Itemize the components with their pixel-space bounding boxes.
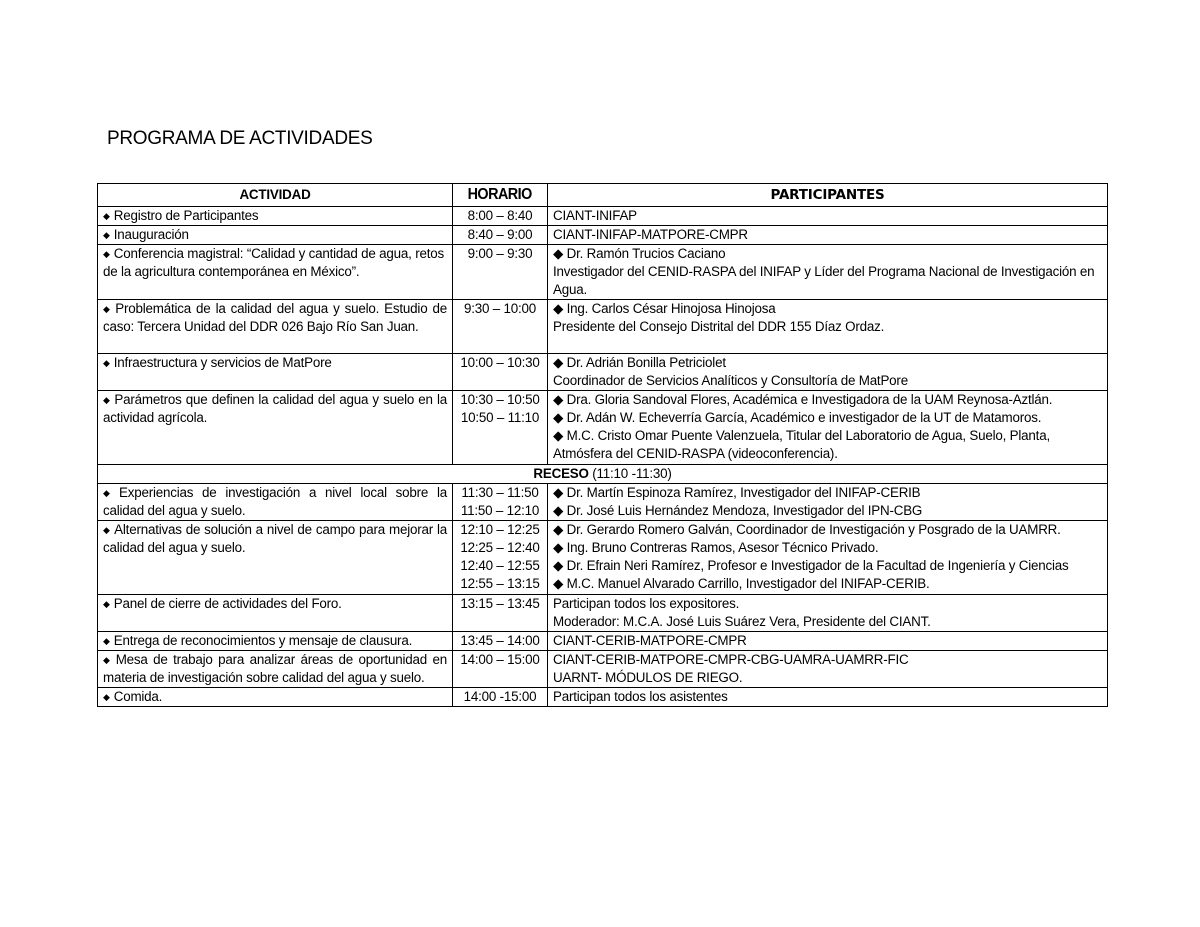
time-slot: 10:50 – 11:10: [460, 410, 540, 425]
time-slot: 9:30 – 10:00: [463, 301, 537, 316]
table-row: [98, 226, 1108, 245]
table-row: [98, 391, 1108, 465]
participant-entry: ◆ Ing. Carlos César Hinojosa Hinojosa: [553, 301, 776, 316]
participant-entry: CIANT-INIFAP: [553, 208, 637, 223]
time-slot: 12:25 – 12:40: [460, 540, 540, 555]
page-title: PROGRAMA DE ACTIVIDADES: [107, 128, 373, 149]
activity-cell: [98, 688, 453, 707]
participant-entry: ◆ Dra. Gloria Sandoval Flores, Académica e Investigadora de la UAM Reynosa-Aztlán.: [553, 392, 1053, 407]
participant-entry: ◆ Dr. Adán W. Echeverría García, Académico e investigador de la UT de Matamoros.: [553, 410, 1042, 425]
participants-cell: [548, 391, 1108, 465]
recess-cell: [98, 465, 1108, 484]
time-cell: [453, 245, 548, 300]
bullet-icon: ◆: [103, 395, 111, 405]
time-slot: 8:00 – 8:40: [467, 208, 533, 223]
participant-entry: ◆ Dr. Gerardo Romero Galván, Coordinador de Investigación y Posgrado de la UAMRR.: [553, 522, 1061, 537]
participant-entry: ◆ Dr. Martín Espinoza Ramírez, Investigador del INIFAP-CERIB: [553, 485, 921, 500]
participant-entry: CIANT-CERIB-MATPORE-CMPR: [553, 633, 747, 648]
participant-entry: Coordinador de Servicios Analíticos y Consultoría de MatPore: [553, 373, 908, 388]
participant-entry: ◆ Ing. Bruno Contreras Ramos, Asesor Técnico Privado.: [553, 540, 879, 555]
bullet-icon: ◆: [103, 636, 110, 646]
time-cell: [453, 391, 548, 465]
participants-cell: [548, 354, 1108, 391]
table-header-row: [98, 184, 1108, 207]
table-row: [98, 300, 1108, 354]
activity-cell: [98, 245, 453, 300]
bullet-icon: ◆: [103, 525, 111, 535]
time-slot: 11:50 – 12:10: [460, 503, 540, 518]
activity-cell: [98, 207, 453, 226]
activity-cell: [98, 354, 453, 391]
participant-entry: ◆ Dr. Adrián Bonilla Petriciolet: [553, 355, 726, 370]
participant-entry: ◆ Dr. Efrain Neri Ramírez, Profesor e Investigador de la Facultad de Ingeniería y Ciencias: [553, 558, 1069, 573]
activity-text: Infraestructura y servicios de MatPore: [113, 355, 332, 370]
participant-entry: ◆ Dr. Ramón Trucios Caciano: [553, 246, 726, 261]
activity-text: Conferencia magistral: “Calidad y cantidad de agua, retos de la agricultura contemporánea en México”.: [103, 246, 444, 279]
participants-cell: [548, 207, 1108, 226]
time-cell: [453, 300, 548, 354]
activity-cell: [98, 632, 453, 651]
time-slot: 11:30 – 11:50: [461, 485, 539, 500]
participants-cell: [548, 300, 1108, 354]
participants-cell: [548, 688, 1108, 707]
participant-entry: Participan todos los expositores.: [553, 596, 740, 611]
table-row: [98, 521, 1108, 595]
participants-cell: [548, 245, 1108, 300]
activity-text: Parámetros que definen la calidad del agua y suelo en la actividad agrícola.: [103, 392, 447, 425]
participants-cell: [548, 595, 1108, 632]
header-actividad: ACTIVIDAD: [98, 184, 453, 207]
participant-entry: Investigador del CENID-RASPA del INIFAP y Líder del Programa Nacional de Investigación en Agua.: [553, 264, 1095, 297]
time-cell: [453, 521, 548, 595]
bullet-icon: ◆: [103, 692, 110, 702]
participants-cell: [548, 226, 1108, 245]
time-slot: 13:45 – 14:00: [460, 633, 540, 648]
time-slot: 9:00 – 9:30: [467, 246, 533, 261]
activity-text: Inauguración: [113, 227, 189, 242]
bullet-icon: ◆: [103, 211, 110, 221]
bullet-icon: ◆: [103, 488, 115, 498]
table-row: [98, 245, 1108, 300]
participant-entry: Participan todos los asistentes: [553, 689, 728, 704]
activity-text: Problemática de la calidad del agua y suelo. Estudio de caso: Tercera Unidad del DDR 026 Bajo Río San Juan.: [103, 301, 447, 334]
participant-entry: CIANT-CERIB-MATPORE-CMPR-CBG-UAMRA-UAMRR-FIC: [553, 652, 909, 667]
recess-time: (11:10 -11:30): [592, 466, 672, 481]
time-cell: [453, 632, 548, 651]
participant-entry: ◆ M.C. Manuel Alvarado Carrillo, Investigador del INIFAP-CERIB.: [553, 576, 930, 591]
recess-label: RECESO: [533, 466, 589, 481]
table-row: [98, 354, 1108, 391]
recess-row: [98, 465, 1108, 484]
table-row: [98, 595, 1108, 632]
activity-text: Entrega de reconocimientos y mensaje de clausura.: [113, 633, 413, 648]
participants-cell: [548, 651, 1108, 688]
activity-text: Comida.: [113, 689, 163, 704]
time-cell: [453, 651, 548, 688]
participant-entry: ◆ Dr. José Luis Hernández Mendoza, Investigador del IPN-CBG: [553, 503, 923, 518]
table-row: [98, 484, 1108, 521]
time-slot: 12:40 – 12:55: [460, 558, 540, 573]
time-cell: [453, 688, 548, 707]
participants-cell: [548, 521, 1108, 595]
time-slot: 8:40 – 9:00: [467, 227, 533, 242]
table-row: [98, 688, 1108, 707]
time-slot: 14:00 -15:00: [463, 689, 537, 704]
participants-cell: [548, 484, 1108, 521]
time-cell: [453, 484, 548, 521]
activity-text: Registro de Participantes: [113, 208, 259, 223]
table-row: [98, 651, 1108, 688]
time-slot: 12:10 – 12:25: [460, 522, 540, 537]
participant-entry: UARNT- MÓDULOS DE RIEGO.: [553, 670, 743, 685]
time-cell: [453, 354, 548, 391]
time-slot: 14:00 – 15:00: [460, 652, 540, 667]
activity-cell: [98, 300, 453, 354]
activity-cell: [98, 651, 453, 688]
activity-cell: [98, 484, 453, 521]
participant-entry: Moderador: M.C.A. José Luis Suárez Vera, Presidente del CIANT.: [553, 614, 931, 629]
bullet-icon: ◆: [103, 230, 110, 240]
activity-text: Experiencias de investigación a nivel local sobre la calidad del agua y suelo.: [103, 485, 447, 518]
activity-cell: [98, 391, 453, 465]
time-slot: 10:00 – 10:30: [460, 355, 540, 370]
activity-cell: [98, 226, 453, 245]
participants-cell: [548, 632, 1108, 651]
activity-text: Panel de cierre de actividades del Foro.: [113, 596, 342, 611]
time-cell: [453, 595, 548, 632]
time-slot: 10:30 – 10:50: [460, 392, 540, 407]
bullet-icon: ◆: [103, 304, 112, 314]
activities-table: [97, 183, 1108, 707]
table-row: [98, 632, 1108, 651]
activity-text: Alternativas de solución a nivel de campo para mejorar la calidad del agua y suelo.: [103, 522, 447, 555]
time-slot: 12:55 – 13:15: [460, 576, 540, 591]
activity-cell: [98, 595, 453, 632]
participant-entry: CIANT-INIFAP-MATPORE-CMPR: [553, 227, 748, 242]
activity-cell: [98, 521, 453, 595]
bullet-icon: ◆: [103, 249, 110, 259]
bullet-icon: ◆: [103, 358, 110, 368]
header-horario: HORARIO: [453, 184, 548, 207]
participant-entry: Presidente del Consejo Distrital del DDR 155 Díaz Ordaz.: [553, 319, 885, 334]
activity-text: Mesa de trabajo para analizar áreas de oportunidad en materia de investigación sobre calidad del agua y suelo.: [103, 652, 447, 685]
table-row: [98, 207, 1108, 226]
bullet-icon: ◆: [103, 599, 110, 609]
time-cell: [453, 207, 548, 226]
bullet-icon: ◆: [103, 655, 112, 665]
time-slot: 13:15 – 13:45: [460, 596, 540, 611]
participant-entry: ◆ M.C. Cristo Omar Puente Valenzuela, Titular del Laboratorio de Agua, Suelo, Planta, Atmósfera del CENID-RASPA (videoconferencia).: [553, 428, 1050, 461]
header-participantes: PARTICIPANTES: [548, 184, 1108, 207]
time-cell: [453, 226, 548, 245]
